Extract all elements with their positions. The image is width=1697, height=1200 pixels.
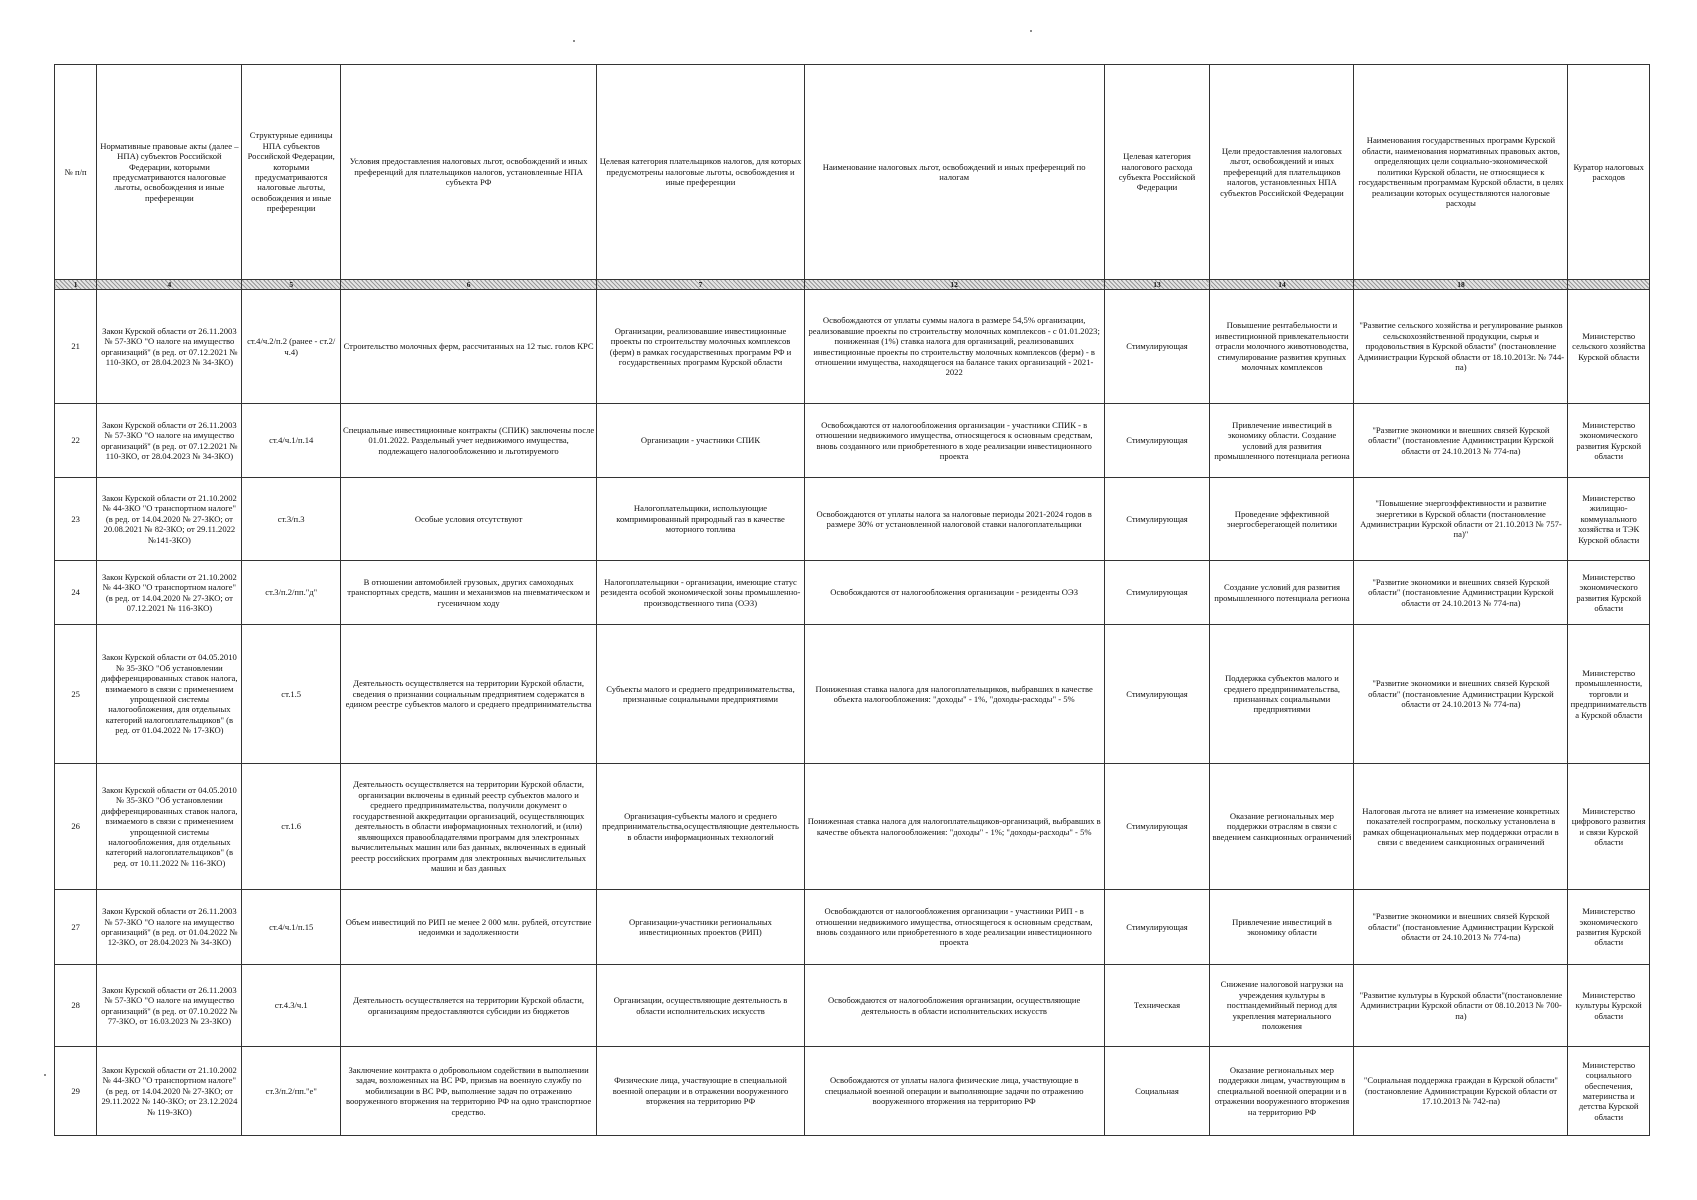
row-npa [97, 404, 242, 478]
row-target-category [597, 290, 805, 404]
row-goal [1210, 965, 1354, 1047]
row-program [1354, 764, 1568, 890]
row-npa [97, 561, 242, 625]
row-conditions [340, 764, 596, 890]
row-target-category-text: Организации, реализовавшие инвестиционные проекты по строительству молочных комплексов (ферм) в рамках государственных программ РФ и государственных программ Курской области [609, 325, 792, 367]
column-number-row [55, 280, 1650, 290]
row-npa-text: Закон Курской области от 21.10.2002 № 44-ЗКО "О транспортном налоге" (в ред. от 14.04.2020 № 27-ЗКО; от 07.12.2021 № 116-ЗКО) [101, 571, 237, 613]
row-number [55, 290, 97, 404]
row-benefit-text: Освобождаются от уплаты налога физические лица, участвующие в специальной военной операции и выполняющие задачи по отражению вооруженного вторжения на территорию РФ [824, 1075, 1084, 1107]
row-curator-text: Министерство экономического развития Курской области [1576, 419, 1642, 461]
row-expenditure-type-text: Социальная [1135, 1085, 1179, 1096]
column-number: 4 [97, 280, 242, 290]
row-program-text: "Развитие экономики и внешних связей Курской области" (постановление Администрации Курской области от 24.10.2013 № 774-па) [1368, 424, 1554, 456]
row-curator [1568, 764, 1650, 890]
row-structural-unit [242, 965, 340, 1047]
row-structural-unit [242, 764, 340, 890]
table-row [55, 890, 1650, 965]
row-goal-text: Повышение рентабельности и инвестиционной привлекательности отрасли молочного животноводства, стимулирование развития крупных молочных комплексов [1215, 320, 1349, 373]
row-conditions-text: Деятельность осуществляется на территории Курской области, организации включены в единый реестр субъектов малого и среднего предпринимательства, получили документ о государственной аккредитации организаций, осуществляющих деятельность в области информационных технологий, и (или) являющихся правообладателями программ для электронных вычислительных машин или баз данных, включенных в единый реестр российских программ для электронных вычислительных машин и баз данных [351, 779, 587, 874]
row-number-text: 25 [71, 688, 80, 699]
row-structural-unit-text: ст.1.6 [281, 821, 302, 832]
table-header-row [55, 65, 1650, 280]
row-curator-text: Министерство культуры Курской области [1575, 989, 1642, 1021]
row-expenditure-type [1104, 478, 1210, 561]
row-npa [97, 764, 242, 890]
row-goal-text: Поддержка субъектов малого и среднего предпринимательства, признанных социальными предприятиями [1223, 673, 1341, 715]
row-target-category [597, 965, 805, 1047]
row-goal [1210, 625, 1354, 764]
row-conditions [340, 478, 596, 561]
row-program [1354, 404, 1568, 478]
row-curator-text: Министерство сельского хозяйства Курской области [1572, 330, 1646, 362]
row-conditions [340, 561, 596, 625]
row-npa-text: Закон Курской области от 26.11.2003 № 57-ЗКО "О налоге на имущество организаций" (в ред. от 07.12.2021 № 110-ЗКО, от 28.04.2023 № 34-ЗКО) [101, 419, 238, 461]
row-number-text: 27 [71, 921, 80, 932]
row-target-category [597, 561, 805, 625]
row-curator [1568, 625, 1650, 764]
row-structural-unit-text: ст.1.5 [281, 688, 302, 699]
row-structural-unit [242, 290, 340, 404]
row-conditions [340, 290, 596, 404]
row-goal [1210, 764, 1354, 890]
column-number: 5 [242, 280, 340, 290]
row-curator [1568, 404, 1650, 478]
row-structural-unit [242, 404, 340, 478]
row-number-text: 22 [71, 435, 80, 446]
row-expenditure-type [1104, 625, 1210, 764]
row-conditions [340, 1047, 596, 1136]
header-conditions: Условия предоставления налоговых льгот, освобождений и иных преференций для плательщиков налогов, установленные НПА субъекта РФ [340, 65, 596, 280]
row-target-category [597, 764, 805, 890]
row-conditions [340, 890, 596, 965]
row-npa-text: Закон Курской области от 26.11.2003 № 57-ЗКО "О налоге на имущество организаций" (в ред. от 07.12.2021 № 110-ЗКО, от 28.04.2023 № 34-ЗКО) [101, 325, 238, 367]
row-conditions-text: Специальные инвестиционные контракты (СПИК) заключены после 01.01.2022. Раздельный учет недвижимого имущества, подлежащего налогообложению и льготируемого [343, 424, 595, 456]
row-expenditure-type [1104, 1047, 1210, 1136]
row-program-text: "Развитие сельского хозяйства и регулирование рынков сельскохозяйственной продукции, сырья и продовольствия в Курской области" (постановление Администрации Курской области от 18.10.2013г. № 744-па) [1357, 320, 1565, 373]
row-goal [1210, 890, 1354, 965]
row-benefit [804, 890, 1104, 965]
row-number [55, 625, 97, 764]
row-benefit [804, 965, 1104, 1047]
row-structural-unit [242, 1047, 340, 1136]
row-npa-text: Закон Курской области от 26.11.2003 № 57-ЗКО "О налоге на имущество организаций" (в ред. от 01.04.2022 № 12-ЗКО, от 28.04.2023 № 34-ЗКО) [101, 906, 238, 948]
row-program [1354, 1047, 1568, 1136]
row-npa [97, 290, 242, 404]
row-curator [1568, 561, 1650, 625]
row-target-category-text: Организация-субъекты малого и среднего предпринимательства,осуществляющие деятельность в области информационных технологий [602, 810, 799, 842]
row-goal-text: Проведение эффективной энергосберегающей политики [1226, 508, 1337, 529]
row-benefit [804, 561, 1104, 625]
row-expenditure-type-text: Стимулирующая [1126, 341, 1188, 352]
row-conditions [340, 965, 596, 1047]
table-row [55, 625, 1650, 764]
row-expenditure-type [1104, 764, 1210, 890]
row-program-text: "Социальная поддержка граждан в Курской области" (постановление Администрации Курской области от 17.10.2013 № 742-па) [1363, 1075, 1558, 1107]
row-expenditure-type-text: Техническая [1133, 1000, 1181, 1011]
row-program-text: "Развитие экономики и внешних связей Курской области" (постановление Администрации Курской области от 24.10.2013 № 774-па) [1368, 678, 1554, 710]
row-number-text: 26 [71, 821, 80, 832]
row-goal [1210, 1047, 1354, 1136]
row-curator [1568, 890, 1650, 965]
row-target-category-text: Организации - участники СПИК [640, 435, 761, 446]
row-structural-unit [242, 561, 340, 625]
row-number [55, 561, 97, 625]
row-structural-unit-text: ст.3/п.3 [277, 513, 305, 524]
table-row [55, 404, 1650, 478]
row-structural-unit [242, 890, 340, 965]
table-body [55, 290, 1650, 1136]
row-expenditure-type-text: Стимулирующая [1126, 688, 1188, 699]
row-conditions-text: Деятельность осуществляется на территории Курской области, организациям предоставляются субсидии из бюджетов [353, 995, 584, 1016]
row-benefit-text: Освобождаются от налогообложения организации - резиденты ОЭЗ [830, 587, 1079, 598]
row-structural-unit [242, 625, 340, 764]
row-structural-unit-text: ст.4.3/ч.1 [274, 1000, 308, 1011]
row-target-category [597, 404, 805, 478]
row-goal-text: Привлечение инвестиций в экономику области [1232, 916, 1332, 937]
row-curator [1568, 290, 1650, 404]
row-structural-unit-text: ст.3/п.2/пп."д" [265, 587, 318, 598]
header-benefit-name: Наименование налоговых льгот, освобождений и иных преференций по налогам [804, 65, 1104, 280]
row-conditions-text: Деятельность осуществляется на территории Курской области, сведения о признании социальным предприятием содержатся в едином реестре субъектов малого и среднего предпринимательства [345, 678, 592, 710]
row-benefit-text: Пониженная ставка налога для налогоплательщиков-организаций, выбравших в качестве объекта налогообложения: "доходы" - 1%; "доходы-расходы" - 5% [807, 816, 1101, 837]
row-conditions-text: Особые условия отсутствуют [414, 513, 523, 524]
row-number [55, 404, 97, 478]
scan-speck [573, 40, 575, 42]
row-npa [97, 965, 242, 1047]
scan-speck [1030, 30, 1032, 32]
row-goal [1210, 290, 1354, 404]
row-curator-text: Министерство социального обеспечения, материнства и детства Курской области [1578, 1059, 1639, 1122]
row-expenditure-type-text: Стимулирующая [1126, 435, 1188, 446]
row-target-category-text: Физические лица, участвующие в специальной военной операции и в отражении вооруженного вторжения на территорию РФ [612, 1075, 789, 1107]
column-number: 7 [597, 280, 805, 290]
row-npa [97, 890, 242, 965]
table-row [55, 290, 1650, 404]
row-goal [1210, 478, 1354, 561]
row-curator-text: Министерство жилищно-коммунального хозяйства и ТЭК Курской области [1578, 492, 1640, 545]
row-program [1354, 890, 1568, 965]
row-benefit [804, 478, 1104, 561]
row-number-text: 29 [71, 1085, 80, 1096]
row-program-text: "Развитие экономики и внешних связей Курской области" (постановление Администрации Курской области от 24.10.2013 № 774-па) [1368, 911, 1554, 943]
column-number: 12 [804, 280, 1104, 290]
row-conditions-text: В отношении автомобилей грузовых, других самоходных транспортных средств, машин и механизмов на пневматическом и гусеничном ходу [347, 576, 590, 608]
row-structural-unit-text: ст.3/п.2/пп."е" [265, 1085, 317, 1096]
row-number-text: 28 [71, 1000, 80, 1011]
row-number-text: 21 [71, 341, 80, 352]
row-expenditure-type [1104, 404, 1210, 478]
table-row [55, 1047, 1650, 1136]
row-program-text: "Развитие культуры в Курской области"(постановление Администрации Курской области от 08.10.2013 № 700-па) [1359, 989, 1563, 1021]
row-number-text: 24 [71, 587, 80, 598]
row-curator [1568, 1047, 1650, 1136]
row-benefit-text: Освобождаются от налогообложения организации - участники СПИК - в отношении недвижимого имущества, относящегося к основным средствам, вновь созданного или приобретенного в ходе реализации инвестиционного проекта [815, 419, 1093, 461]
header-structural-unit: Структурные единицы НПА субъектов Российской Федерации, которыми предусматриваются налоговые льготы, освобождения и иные преференции [242, 65, 340, 280]
row-program [1354, 965, 1568, 1047]
table-row [55, 965, 1650, 1047]
row-target-category-text: Налогоплательщики - организации, имеющие статус резидента особой экономической зоны промышленно-производственного типа (ОЭЗ) [600, 576, 801, 608]
row-target-category-text: Организации, осуществляющие деятельность в области исполнительских искусств [613, 995, 788, 1016]
row-benefit-text: Пониженная ставка налога для налогоплательщиков, выбравших в качестве объекта налогообложения: "доходы" - 1%, "доходы-расходы" - 5% [815, 683, 1093, 704]
column-number: 6 [340, 280, 596, 290]
row-number [55, 1047, 97, 1136]
row-expenditure-type-text: Стимулирующая [1126, 821, 1188, 832]
row-npa-text: Закон Курской области от 21.10.2002 № 44-ЗКО "О транспортном налоге" (в ред. от 14.04.2020 № 27-ЗКО; от 29.11.2022 № 140-ЗКО; от 23.12.2024 № 119-ЗКО) [101, 1064, 238, 1117]
header-number: № п/п [55, 65, 97, 280]
row-number-text: 23 [71, 513, 80, 524]
row-number [55, 890, 97, 965]
row-target-category-text: Организации-участники региональных инвестиционных проектов (РИП) [629, 916, 772, 937]
row-structural-unit-text: ст.4/ч.2/п.2 (ранее - ст.2/ч.4) [247, 336, 336, 357]
row-target-category [597, 1047, 805, 1136]
row-target-category [597, 625, 805, 764]
row-benefit [804, 290, 1104, 404]
row-target-category [597, 890, 805, 965]
row-curator-text: Министерство цифрового развития и связи Курской области [1571, 805, 1646, 847]
row-npa-text: Закон Курской области от 04.05.2010 № 35-ЗКО "Об установлении дифференцированных ставок налога, взимаемого в связи с применением упрощенной системы налогообложения, для отдельных категорий налогоплательщиков" (в ред. от 01.04.2022 № 17-ЗКО) [101, 652, 238, 736]
row-benefit-text: Освобождаются от уплаты суммы налога в размере 54,5% организации, реализовавшие проекты по строительству молочных комплексов - с 01.01.2023; пониженная (1%) ставка налога для организаций, реализовавших инвестиционные проекты по строительству молочных комплексов (ферм) - в отношении имущества, находящегося на балансе таких организаций - 2021-2022 [808, 315, 1100, 378]
row-npa-text: Закон Курской области от 26.11.2003 № 57-ЗКО "О налоге на имущество организаций" (в ред. от 07.10.2022 № 77-ЗКО, от 16.03.2023 № 23-ЗКО) [101, 984, 238, 1026]
tax-benefits-table [54, 64, 1650, 1136]
row-number [55, 764, 97, 890]
row-npa [97, 478, 242, 561]
row-curator-text: Министерство экономического развития Курской области [1576, 571, 1642, 613]
row-curator [1568, 965, 1650, 1047]
row-program [1354, 290, 1568, 404]
row-expenditure-type-text: Стимулирующая [1126, 921, 1188, 932]
row-goal-text: Снижение налоговой нагрузки на учреждения культуры в постпандемийный период для укрепления материального положения [1220, 979, 1344, 1032]
row-conditions-text: Заключение контракта о добровольном содействии в выполнении задач, возложенных на ВС РФ, призыв на военную службу по мобилизации в ВС РФ, выполнение задач по отражению вооруженного вторжения на территорию РФ на одно транспортное средство. [345, 1064, 592, 1117]
row-conditions [340, 625, 596, 764]
row-conditions-text: Строительство молочных ферм, рассчитанных на 12 тыс. голов КРС [343, 341, 594, 352]
row-conditions [340, 404, 596, 478]
column-number: 18 [1354, 280, 1568, 290]
row-curator [1568, 478, 1650, 561]
row-number [55, 478, 97, 561]
row-structural-unit-text: ст.4/ч.1/п.15 [269, 921, 314, 932]
row-goal-text: Оказание региональных мер поддержки лицам, участвующим в специальной военной операции и в отражении вооруженного вторжения на территорию РФ [1214, 1064, 1350, 1117]
row-program [1354, 561, 1568, 625]
header-programs: Наименования государственных программ Курской области, наименования нормативных правовых актов, определяющих цели социально-экономической политики Курской области, не относящиеся к государственным программам Курской области, в целях реализации которых осуществляются налоговые расходы [1354, 65, 1568, 280]
row-target-category-text: Налогоплательщики, использующие компримированный природный газ в качестве моторного топлива [616, 503, 785, 535]
row-expenditure-type [1104, 965, 1210, 1047]
row-benefit [804, 1047, 1104, 1136]
row-npa-text: Закон Курской области от 21.10.2002 № 44-ЗКО "О транспортном налоге" (в ред. от 14.04.2020 № 27-ЗКО; от 20.08.2021 № 82-ЗКО; от 29.11.2022 №141-ЗКО) [101, 492, 237, 545]
row-goal-text: Создание условий для развития промышленного потенциала региона [1214, 582, 1350, 603]
table-row [55, 561, 1650, 625]
row-expenditure-type [1104, 890, 1210, 965]
tax-expenditure-sheet [54, 64, 1650, 1136]
column-number: 1 [55, 280, 97, 290]
row-goal [1210, 404, 1354, 478]
row-benefit-text: Освобождаются от уплаты налога за налоговые периоды 2021-2024 годов в размере 30% от установленной налоговой ставки налогоплательщики [816, 508, 1092, 529]
header-npa: Нормативные правовые акты (далее – НПА) субъектов Российской Федерации, которыми предусматриваются налоговые льготы, освобождения и иные преференции [97, 65, 242, 280]
row-expenditure-type [1104, 290, 1210, 404]
row-npa [97, 1047, 242, 1136]
header-expenditure-type: Целевая категория налогового расхода субъекта Российской Федерации [1104, 65, 1210, 280]
row-npa [97, 625, 242, 764]
row-expenditure-type [1104, 561, 1210, 625]
row-structural-unit-text: ст.4/ч.1/п.14 [269, 435, 314, 446]
row-target-category [597, 478, 805, 561]
header-goals: Цели предоставления налоговых льгот, освобождений и иных преференций для плательщиков налогов, установленных НПА субъектов Российской Федерации [1210, 65, 1354, 280]
row-program-text: Налоговая льгота не влияет на изменение конкретных показателей госпрограмм, поскольку установлена в рамках общенациональных мер поддержки отрасли в связи с введением санкционных ограничений [1362, 805, 1560, 847]
row-target-category-text: Субъекты малого и среднего предпринимательства, признанные социальными предприятиями [606, 683, 795, 704]
row-program [1354, 625, 1568, 764]
table-row [55, 764, 1650, 890]
row-program-text: "Повышение энергоэффективности и развитие энергетики в Курской области (постановление Администрации Курской области от 21.10.2013 № 757-па)" [1360, 498, 1562, 540]
row-expenditure-type-text: Стимулирующая [1126, 587, 1188, 598]
row-goal-text: Оказание региональных мер поддержки отраслям в связи с введением санкционных ограничений [1212, 810, 1352, 842]
row-conditions-text: Объем инвестиций по РИП не менее 2 000 млн. рублей, отсутствие недоимки и задолженности [345, 916, 592, 937]
row-goal-text: Привлечение инвестиций в экономику области. Создание условий для развития промышленного потенциала региона [1214, 419, 1350, 461]
row-benefit-text: Освобождаются от налогообложения организации - участники РИП - в отношении недвижимого имущества, относящегося к основным средствам, вновь созданного или приобретенного в ходе реализации инвестиционного проекта [815, 906, 1093, 948]
column-number [1568, 280, 1650, 290]
row-curator-text: Министерство промышленности, торговли и предпринимательства Курской области [1570, 667, 1647, 720]
row-goal [1210, 561, 1354, 625]
row-benefit [804, 625, 1104, 764]
header-curator: Куратор налоговых расходов [1568, 65, 1650, 280]
row-expenditure-type-text: Стимулирующая [1126, 513, 1188, 524]
row-program [1354, 478, 1568, 561]
scan-speck [44, 1074, 46, 1076]
row-benefit-text: Освобождаются от налогообложения организации, осуществляющие деятельность в области исполнительских искусств [828, 995, 1081, 1016]
row-number [55, 965, 97, 1047]
column-number: 13 [1104, 280, 1210, 290]
row-benefit [804, 764, 1104, 890]
header-target-category: Целевая категория плательщиков налогов, для которых предусмотрены налоговые льготы, освобождения и иные преференции [597, 65, 805, 280]
row-benefit [804, 404, 1104, 478]
row-structural-unit [242, 478, 340, 561]
row-program-text: "Развитие экономики и внешних связей Курской области" (постановление Администрации Курской области от 24.10.2013 № 774-па) [1368, 576, 1554, 608]
row-npa-text: Закон Курской области от 04.05.2010 № 35-ЗКО "Об установлении дифференцированных ставок налога, взимаемого в связи с применением упрощенной системы налогообложения, для отдельных категорий налогоплательщиков" (в ред. от 10.11.2022 № 116-ЗКО) [101, 784, 238, 868]
column-number: 14 [1210, 280, 1354, 290]
row-curator-text: Министерство экономического развития Курской области [1576, 906, 1642, 948]
table-row [55, 478, 1650, 561]
